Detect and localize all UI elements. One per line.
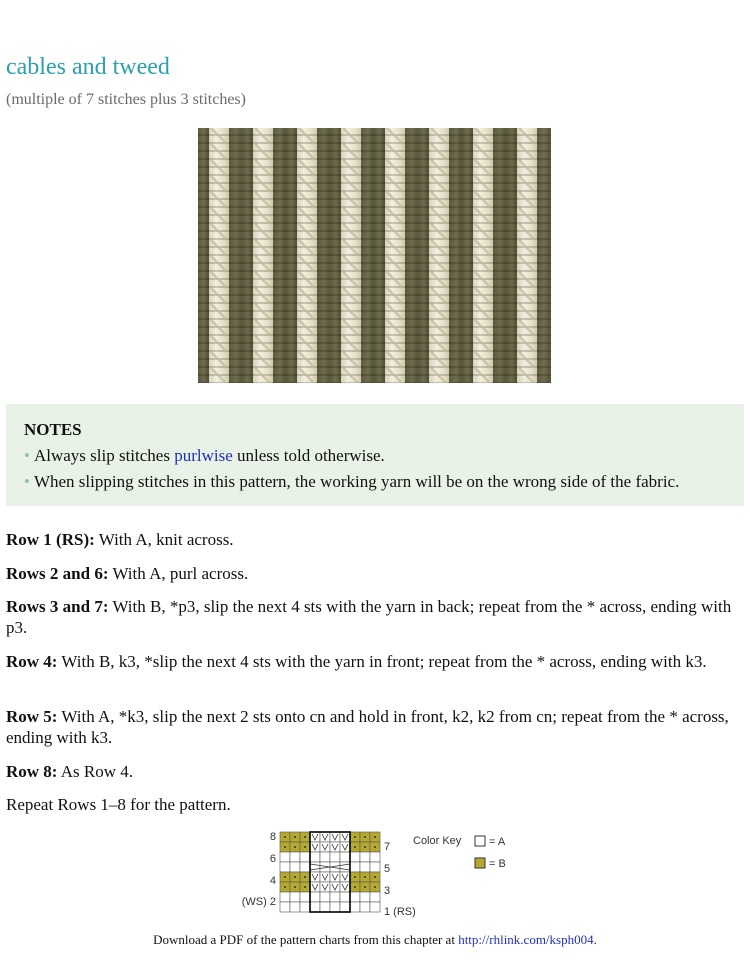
cable-twist [431,352,447,368]
note-text: Always slip stitches [33,446,175,465]
purl-dot [294,846,296,848]
cable-twist [211,352,227,368]
row-instruction [6,706,741,748]
chart-left-label: 8 [269,831,276,843]
cable-twist [211,304,227,320]
cable-twist [519,192,535,208]
cable-twist [519,352,535,368]
chart-left-label: (WS) 2 [241,896,276,908]
cable-twist [475,336,491,352]
chart-cell [280,902,290,912]
purl-dot [284,836,286,838]
cable-twist [475,352,491,368]
cable-twist [519,256,535,272]
cable-twist [299,160,315,176]
cable-twist [343,224,359,240]
cable-twist [255,352,271,368]
row-label: Rows 3 and 7: [6,597,109,616]
cable-twist [211,192,227,208]
row-label: Row 4: [6,652,58,671]
cable-twist [343,272,359,288]
purl-dot [284,886,286,888]
chart-cell [360,892,370,902]
row-text: With A, knit across. [94,530,234,549]
cable-twist [475,240,491,256]
purl-dot [284,876,286,878]
chart-cell [350,892,360,902]
cable-twist [475,176,491,192]
cable-twist [387,224,403,240]
cable-twist [211,160,227,176]
chart-cell [340,902,350,912]
cable-twist [519,160,535,176]
chart-right-label: 1 (RS) [384,906,416,918]
chart-cell [340,852,350,862]
bullet-icon: • [24,472,30,491]
cable-twist [387,192,403,208]
note-item [24,446,385,466]
cable-twist [431,224,447,240]
chart-right-label: 7 [384,841,391,853]
cable-twist [387,208,403,224]
chart-cell [330,852,340,862]
cable-twist [211,208,227,224]
purl-dot [354,836,356,838]
cable-twist [255,256,271,272]
purl-dot [374,886,376,888]
cable-twist [211,320,227,336]
cable-twist [475,368,491,383]
cable-twist [387,256,403,272]
row-text: With A, *k3, slip the next 2 sts onto cn and hold in front, k2, k2 from cn; repeat from the * across, ending with k3. [6,707,729,747]
purl-dot [354,876,356,878]
chart-cell [300,892,310,902]
cable-twist [387,144,403,160]
cable-twist [211,336,227,352]
cable-twist [343,256,359,272]
page-subtitle: (multiple of 7 stitches plus 3 stitches) [6,91,246,108]
footer-link[interactable]: http://rhlink.com/ksph004 [458,932,594,947]
purl-dot [374,876,376,878]
cable-twist [519,320,535,336]
cable-twist [211,368,227,383]
chart-cell [370,862,380,872]
cable-twist [343,144,359,160]
cable-twist [343,336,359,352]
chart-cell [310,852,320,862]
row-instruction [6,529,741,550]
chart-cell [360,862,370,872]
cable-twist [475,128,491,144]
cable-twist [519,144,535,160]
stitch-chart [232,828,522,920]
cable-twist [343,160,359,176]
cable-twist [255,144,271,160]
purl-dot [294,876,296,878]
cable-twist [431,368,447,383]
purl-dot [304,836,306,838]
cable-twist [387,288,403,304]
cable-twist [299,176,315,192]
purl-dot [364,846,366,848]
cable-twist [299,128,315,144]
cable-twist [255,320,271,336]
cable-twist [387,128,403,144]
cable-twist [475,144,491,160]
cable-texture [198,128,551,383]
chart-cell [370,892,380,902]
cable-twist [431,240,447,256]
cable-twist [475,320,491,336]
cable-twist [519,208,535,224]
cable-twist [255,240,271,256]
row-instruction [6,596,741,638]
chart-cell [280,852,290,862]
chart-cell [320,852,330,862]
purl-dot [304,876,306,878]
footer-end: . [593,932,597,947]
chart-right-label: 5 [384,863,391,875]
cable-twist [475,304,491,320]
cable-twist [255,304,271,320]
cable-twist [343,368,359,383]
cable-twist [343,304,359,320]
chart-cell [340,862,350,872]
cable-twist [431,272,447,288]
cable-twist [299,224,315,240]
cable-twist [387,160,403,176]
cable-twist [431,288,447,304]
row-instruction [6,761,741,782]
cable-twist [387,336,403,352]
cable-twist [519,176,535,192]
purl-dot [304,886,306,888]
cable-twist [475,192,491,208]
chart-grid [280,832,380,912]
page-title: cables and tweed [6,54,170,80]
chart-cell [360,902,370,912]
chart-cell [310,862,320,872]
cable-twist [431,160,447,176]
purl-dot [284,846,286,848]
cable-twist [431,336,447,352]
note-text: When slipping stitches in this pattern, the working yarn will be on the wrong side of the fabric. [33,472,680,491]
cable-twist [299,320,315,336]
chart-cell [310,892,320,902]
chart-cell [330,902,340,912]
footer [0,932,750,948]
cable-twist [387,272,403,288]
cable-twist [211,272,227,288]
row-label: Row 1 (RS): [6,530,95,549]
cable-twist [255,224,271,240]
cable-twist [299,304,315,320]
cable-twist [255,128,271,144]
chart-cell [310,902,320,912]
purl-dot [364,836,366,838]
chart-cell [350,852,360,862]
cable-twist [299,352,315,368]
purl-dot [374,846,376,848]
cable-twist [255,272,271,288]
purl-dot [354,846,356,848]
cable-twist [431,304,447,320]
cable-twist [211,288,227,304]
cable-twist [299,336,315,352]
notes-heading: NOTES [24,420,82,439]
note-item [24,472,679,492]
cable-twist [519,368,535,383]
cable-twist [343,192,359,208]
cable-twist [211,144,227,160]
cable-twist [431,192,447,208]
chart-cell [340,892,350,902]
cable-twist [475,160,491,176]
cable-twist [255,208,271,224]
chart-cell [290,892,300,902]
row-instruction [6,563,741,584]
cable-twist [299,368,315,383]
row-label: Row 8: [6,762,58,781]
cable-twist [519,240,535,256]
chart-cell [300,902,310,912]
cable-twist [431,320,447,336]
chart-left-label: 4 [269,875,276,887]
cable-twist [519,128,535,144]
cable-twist [299,272,315,288]
cable-twist [431,208,447,224]
row-text: With B, *p3, slip the next 4 sts with the yarn in back; repeat from the * across, ending with p3. [6,597,732,637]
cable-twist [211,224,227,240]
purl-dot [354,886,356,888]
chart-cell [370,852,380,862]
cable-twist [519,288,535,304]
chart-right-label: 3 [384,885,391,897]
chart-cell [290,902,300,912]
chart-cell [290,862,300,872]
cable-twist [519,272,535,288]
row-text: With A, purl across. [108,564,249,583]
chart-cell [300,852,310,862]
chart-cell [360,852,370,862]
cable-twist [475,208,491,224]
cable-twist [387,176,403,192]
cable-twist [343,208,359,224]
cable-twist [475,288,491,304]
row-label: Rows 2 and 6: [6,564,109,583]
purl-dot [294,836,296,838]
cable-twist [299,208,315,224]
chart-cell [320,902,330,912]
chart-cell [300,862,310,872]
cable-twist [299,192,315,208]
cable-twist [431,256,447,272]
cable-twist [343,352,359,368]
purl-dot [294,886,296,888]
cable-twist [431,128,447,144]
cable-twist [255,192,271,208]
cable-twist [299,256,315,272]
cable-twist [387,352,403,368]
cable-twist [343,240,359,256]
cable-twist [387,240,403,256]
cable-twist [211,240,227,256]
cable-twist [255,176,271,192]
swatch-photo [198,128,551,383]
repeat-instruction: Repeat Rows 1–8 for the pattern. [6,795,231,814]
key-label-b: = B [489,858,506,870]
cable-twist [255,368,271,383]
purlwise-link[interactable]: purlwise [174,446,233,465]
note-text: unless told otherwise. [232,446,385,465]
key-swatch-b [475,858,485,868]
cable-twist [299,144,315,160]
chart-left-label: 6 [269,853,276,865]
footer-text: Download a PDF of the pattern charts from this chapter at [153,932,459,947]
cable-twist [475,256,491,272]
cable-twist [299,240,315,256]
row-text: With B, k3, *slip the next 4 sts with the yarn in front; repeat from the * across, ending with k3. [57,652,707,671]
color-key-label: Color Key [413,835,462,847]
chart-cell [330,892,340,902]
cable-twist [387,368,403,383]
chart-cell [320,892,330,902]
row-label: Row 5: [6,707,58,726]
chart-cell [290,852,300,862]
chart-cell [350,902,360,912]
cable-twist [255,336,271,352]
cable-twist [431,176,447,192]
cable-twist [519,224,535,240]
cable-twist [519,336,535,352]
purl-dot [374,836,376,838]
chart-cell [350,862,360,872]
cable-twist [255,288,271,304]
cable-twist [211,176,227,192]
cable-twist [475,224,491,240]
cable-twist [387,304,403,320]
cable-twist [211,128,227,144]
purl-dot [364,886,366,888]
cable-twist [299,288,315,304]
chart-cell [280,892,290,902]
cable-twist [475,272,491,288]
cable-twist [343,176,359,192]
row-text: As Row 4. [57,762,134,781]
cable-twist [343,320,359,336]
bullet-icon: • [24,446,30,465]
cable-twist [255,160,271,176]
cable-twist [387,320,403,336]
purl-dot [304,846,306,848]
cable-twist [519,304,535,320]
cable-twist [211,256,227,272]
cable-twist [343,288,359,304]
key-label-a: = A [489,836,506,848]
purl-dot [364,876,366,878]
cable-twist [343,128,359,144]
chart-cell [370,902,380,912]
key-swatch-a [475,836,485,846]
row-instruction [6,651,741,672]
chart-cell [280,862,290,872]
notes-box [6,404,744,506]
cable-twist [431,144,447,160]
